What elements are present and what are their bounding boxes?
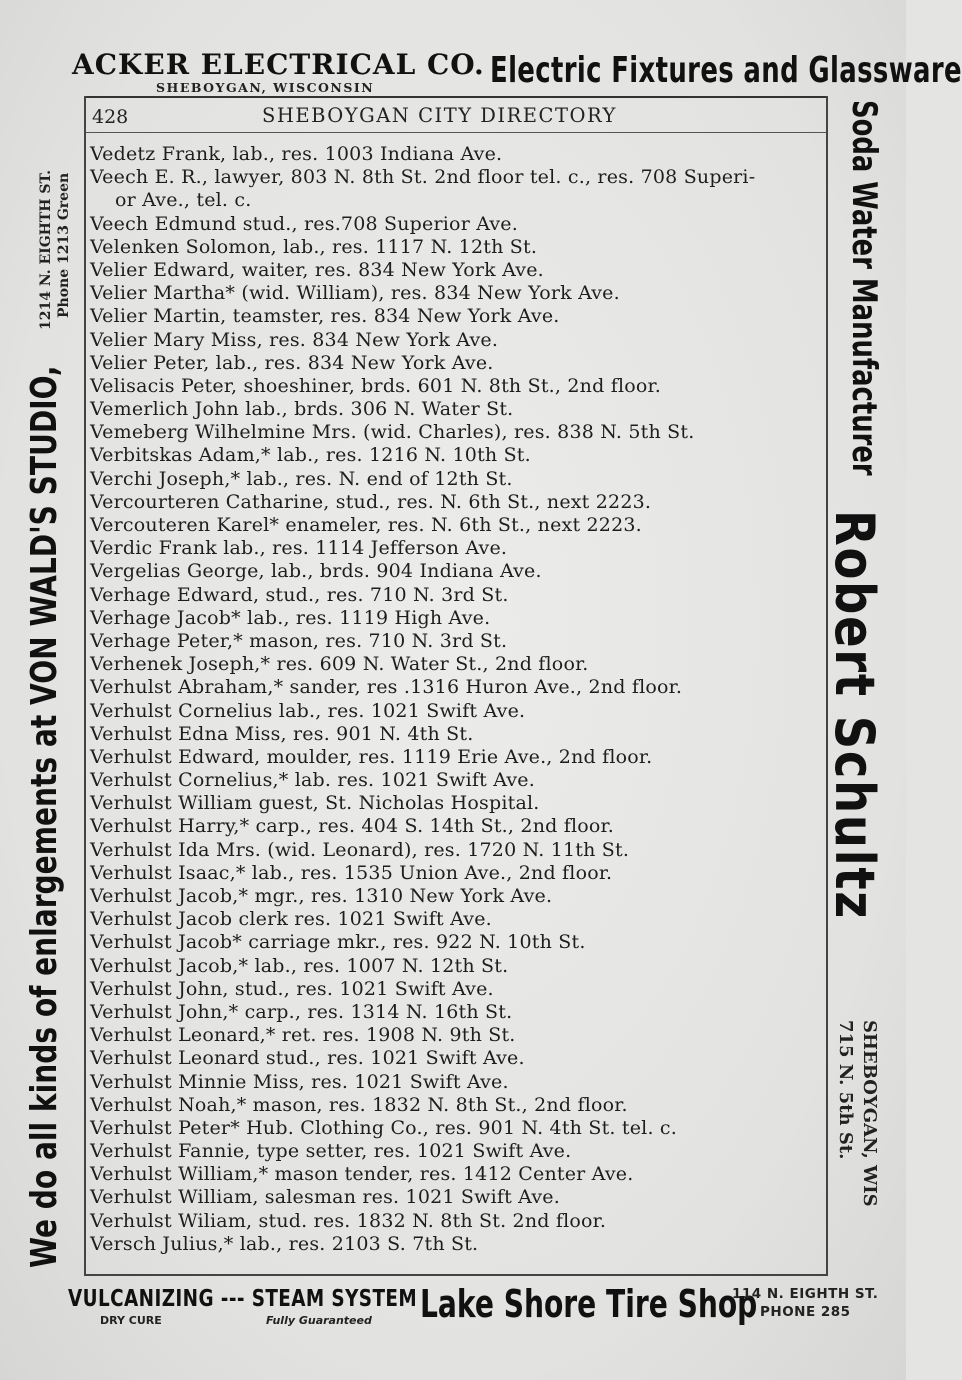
directory-entry: Verhulst Leonard stud., res. 1021 Swift Ave. bbox=[90, 1047, 525, 1070]
directory-entry: Vercouteren Karel* enameler, res. N. 6th St., next 2223. bbox=[90, 514, 642, 536]
directory-entry: Verhulst Minnie Miss, res. 1021 Swift Ave. bbox=[90, 1070, 509, 1093]
directory-entry: Verdic Frank lab., res. 1114 Jefferson Ave. bbox=[90, 537, 508, 560]
directory-entry: Verhulst Leonard,* ret. res. 1908 N. 9th St. bbox=[90, 1024, 516, 1047]
directory-entry: Verchi Joseph,* lab., res. N. end of 12th St. bbox=[90, 467, 513, 490]
directory-entry: Versch Julius,* lab., res. 2103 S. 7th St. bbox=[90, 1232, 479, 1255]
directory-entry: Verhulst Jacob* carriage mkr., res. 922 N. 10th St. bbox=[90, 931, 586, 954]
directory-entry: Verbitskas Adam,* lab., res. 1216 N. 10th St. bbox=[90, 444, 531, 467]
directory-entry: Verhage Edward, stud., res. 710 N. 3rd St. bbox=[90, 583, 509, 606]
directory-entry: Verhulst Edna Miss, res. 901 N. 4th St. bbox=[90, 722, 474, 745]
directory-entry: Verhulst William, salesman res. 1021 Swift Ave. bbox=[90, 1186, 560, 1209]
directory-entry: Vemerlich John lab., brds. 306 N. Water St. bbox=[90, 398, 514, 421]
directory-entry: Verhage Peter,* mason, res. 710 N. 3rd St. bbox=[90, 629, 508, 652]
directory-entry: Verhulst William guest, St. Nicholas Hospital. bbox=[90, 792, 540, 815]
studio-phone: Phone 1213 Green bbox=[56, 172, 72, 318]
directory-entry: Vedetz Frank, lab., res. 1003 Indiana Ave. bbox=[90, 143, 503, 165]
schultz-city: SHEBOYGAN, WIS bbox=[859, 1020, 880, 1207]
lake-shore-tire-shop: Lake Shore Tire Shop bbox=[420, 1282, 758, 1326]
directory-entries bbox=[90, 143, 824, 1256]
directory-entry: Verhenek Joseph,* res. 609 N. Water St., 2nd floor. bbox=[90, 653, 589, 676]
directory-title: SHEBOYGAN CITY DIRECTORY bbox=[262, 104, 617, 127]
studio-ad-text: We do all kinds of enlargements at VON WALD'S STUDIO, bbox=[24, 365, 65, 1268]
directory-entry: Velier Peter, lab., res. 834 New York Ave. bbox=[90, 351, 494, 374]
directory-entry: Verhulst Jacob,* lab., res. 1007 N. 12th St. bbox=[90, 954, 509, 977]
directory-entry: Vemeberg Wilhelmine Mrs. (wid. Charles), res. 838 N. 5th St. bbox=[90, 421, 695, 444]
directory-entry: Velier Martin, teamster, res. 834 New York Ave. bbox=[90, 305, 560, 328]
directory-entry: Verhulst William,* mason tender, res. 1412 Center Ave. bbox=[90, 1163, 634, 1186]
acker-location: SHEBOYGAN, WISCONSIN bbox=[156, 80, 375, 95]
directory-entry: Velisacis Peter, shoeshiner, brds. 601 N. 8th St., 2nd floor. bbox=[90, 374, 661, 397]
directory-entry: Veech E. R., lawyer, 803 N. 8th St. 2nd floor tel. c., res. 708 Superi- bbox=[90, 166, 756, 189]
directory-entry: Velier Edward, waiter, res. 834 New York Ave. bbox=[90, 258, 544, 281]
directory-entry: Verhulst Isaac,* lab., res. 1535 Union Ave., 2nd floor. bbox=[90, 861, 613, 884]
right-ad-name bbox=[816, 510, 886, 970]
vulcanizing-text: VULCANIZING --- STEAM SYSTEM bbox=[68, 1286, 418, 1312]
directory-entry: Verhage Jacob* lab., res. 1119 High Ave. bbox=[90, 606, 491, 629]
directory-entry: Verhulst Noah,* mason, res. 1832 N. 8th St., 2nd floor. bbox=[90, 1093, 628, 1116]
directory-entry: Verhulst John,* carp., res. 1314 N. 16th St. bbox=[90, 1000, 513, 1023]
directory-entry: Vercourteren Catharine, stud., res. N. 6th St., next 2223. bbox=[90, 490, 652, 513]
directory-entry: Verhulst Edward, moulder, res. 1119 Erie Ave., 2nd floor. bbox=[90, 745, 653, 768]
directory-entry: Verhulst Wiliam, stud. res. 1832 N. 8th St. 2nd floor. bbox=[90, 1209, 607, 1232]
running-head-rule bbox=[86, 132, 826, 133]
directory-entry: Velier Mary Miss, res. 834 New York Ave. bbox=[90, 328, 499, 351]
directory-entry: Velier Martha* (wid. William), res. 834 New York Ave. bbox=[90, 282, 620, 305]
acker-tagline: Electric Fixtures and Glassware bbox=[490, 50, 962, 91]
directory-entry: Verhulst Harry,* carp., res. 404 S. 14th St., 2nd floor. bbox=[90, 815, 614, 838]
directory-entry: Verhulst Jacob clerk res. 1021 Swift Ave. bbox=[90, 908, 492, 931]
directory-entry: Verhulst John, stud., res. 1021 Swift Ave. bbox=[90, 977, 494, 1000]
directory-entry: or Ave., tel. c. bbox=[90, 189, 252, 212]
acker-company-name: ACKER ELECTRICAL CO. bbox=[72, 48, 485, 81]
soda-water-text: Soda Water Manufacturer bbox=[844, 100, 884, 476]
dry-cure-text: DRY CURE bbox=[100, 1314, 162, 1327]
footer-advertisement bbox=[60, 1280, 900, 1340]
directory-entry: Verhulst Peter* Hub. Clothing Co., res. 901 N. 4th St. tel. c. bbox=[90, 1116, 678, 1139]
directory-entry: Veech Edmund stud., res.708 Superior Ave. bbox=[90, 212, 518, 235]
directory-entry: Verhulst Cornelius lab., res. 1021 Swift Ave. bbox=[90, 699, 526, 722]
robert-schultz-text: Robert Schultz bbox=[823, 510, 886, 921]
schultz-street: 715 N. 5th St. bbox=[835, 1020, 856, 1160]
directory-entry: Velenken Solomon, lab., res. 1117 N. 12th St. bbox=[90, 235, 538, 258]
fully-guaranteed-text: Fully Guaranteed bbox=[266, 1314, 372, 1327]
tire-shop-phone: PHONE 285 bbox=[760, 1304, 851, 1320]
directory-entry: Verhulst Ida Mrs. (wid. Leonard), res. 1720 N. 11th St. bbox=[90, 838, 630, 861]
studio-address: 1214 N. EIGHTH ST. bbox=[38, 169, 54, 330]
directory-entry: Verhulst Fannie, type setter, res. 1021 Swift Ave. bbox=[90, 1140, 572, 1163]
page-number: 428 bbox=[92, 106, 129, 128]
frame-left-rule bbox=[84, 96, 86, 1276]
directory-entry: Verhulst Cornelius,* lab. res. 1021 Swift Ave. bbox=[90, 769, 535, 792]
directory-entry: Verhulst Abraham,* sander, res .1316 Huron Ave., 2nd floor. bbox=[90, 676, 683, 699]
frame-bottom-rule bbox=[84, 1274, 828, 1276]
left-side-advertisement bbox=[0, 169, 84, 1380]
frame-top-rule bbox=[84, 96, 828, 98]
right-ad-address bbox=[824, 1020, 880, 1230]
directory-entry: Vergelias George, lab., brds. 904 Indiana Ave. bbox=[90, 560, 542, 583]
right-ad-product bbox=[824, 100, 884, 520]
header-advertisement bbox=[72, 44, 962, 96]
directory-entry: Verhulst Jacob,* mgr., res. 1310 New York Ave. bbox=[90, 885, 553, 907]
tire-shop-address: 114 N. EIGHTH ST. bbox=[732, 1286, 879, 1302]
